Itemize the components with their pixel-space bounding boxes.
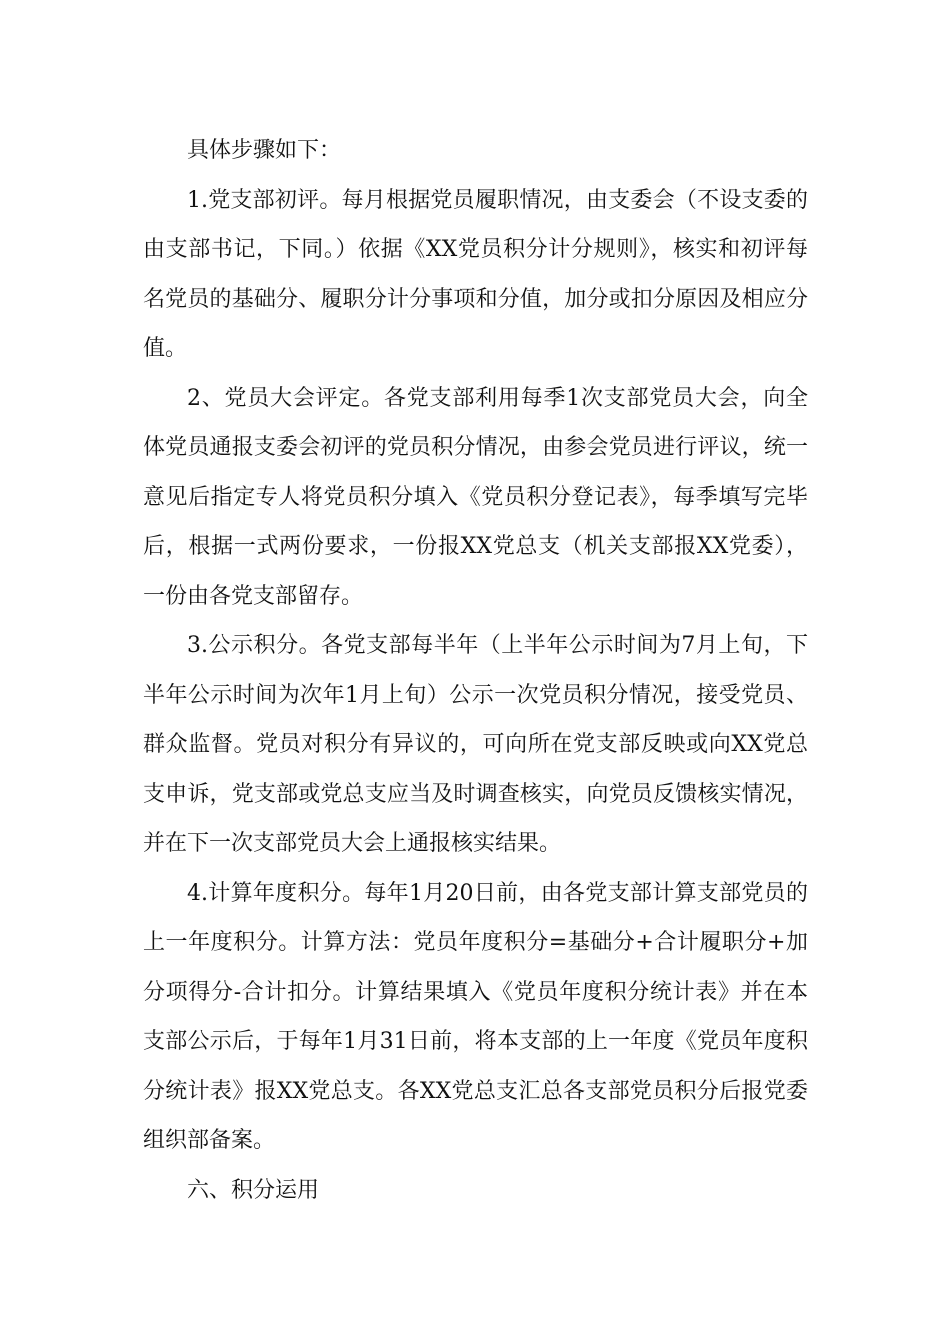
paragraph-intro: 具体步骤如下： <box>187 138 342 163</box>
paragraph-step-2: 2、党员大会评定。各党支部利用每季1次支部党员大会，向全体党员通报支委会初评的党员积分情况，由参会党员进行评议，统一意见后指定专人将党员积分填入《党员积分登记表》，每季填写完毕后，根据一式两份要求，一份报XX党总支（机关支部报XX党委），一份由各党支部留存。 <box>143 385 808 609</box>
paragraph-step-4: 4.计算年度积分。每年1月20日前，由各党支部计算支部党员的上一年度积分。计算方法：党员年度积分=基础分+合计履职分+加分项得分-合计扣分。计算结果填入《党员年度积分统计表》并在本支部公示后，于每年1月31日前，将本支部的上一年度《党员年度积分统计表》报XX党总支。各XX党总支汇总各支部党员积分后报党委组织部备案。 <box>143 880 808 1153</box>
document-body <box>143 126 808 1215</box>
paragraph-step-3: 3.公示积分。各党支部每半年（上半年公示时间为7月上旬，下半年公示时间为次年1月上旬）公示一次党员积分情况，接受党员、群众监督。党员对积分有异议的，可向所在党支部反映或向XX党总支申诉，党支部或党总支应当及时调查核实，向党员反馈核实情况，并在下一次支部党员大会上通报核实结果。 <box>143 633 808 856</box>
paragraph-step-1: 1.党支部初评。每月根据党员履职情况，由支委会（不设支委的由支部书记，下同。）依据《XX党员积分计分规则》，核实和初评每名党员的基础分、履职分计分事项和分值，加分或扣分原因及相应分值。 <box>143 187 808 361</box>
section-heading: 六、积分运用 <box>187 1177 320 1203</box>
